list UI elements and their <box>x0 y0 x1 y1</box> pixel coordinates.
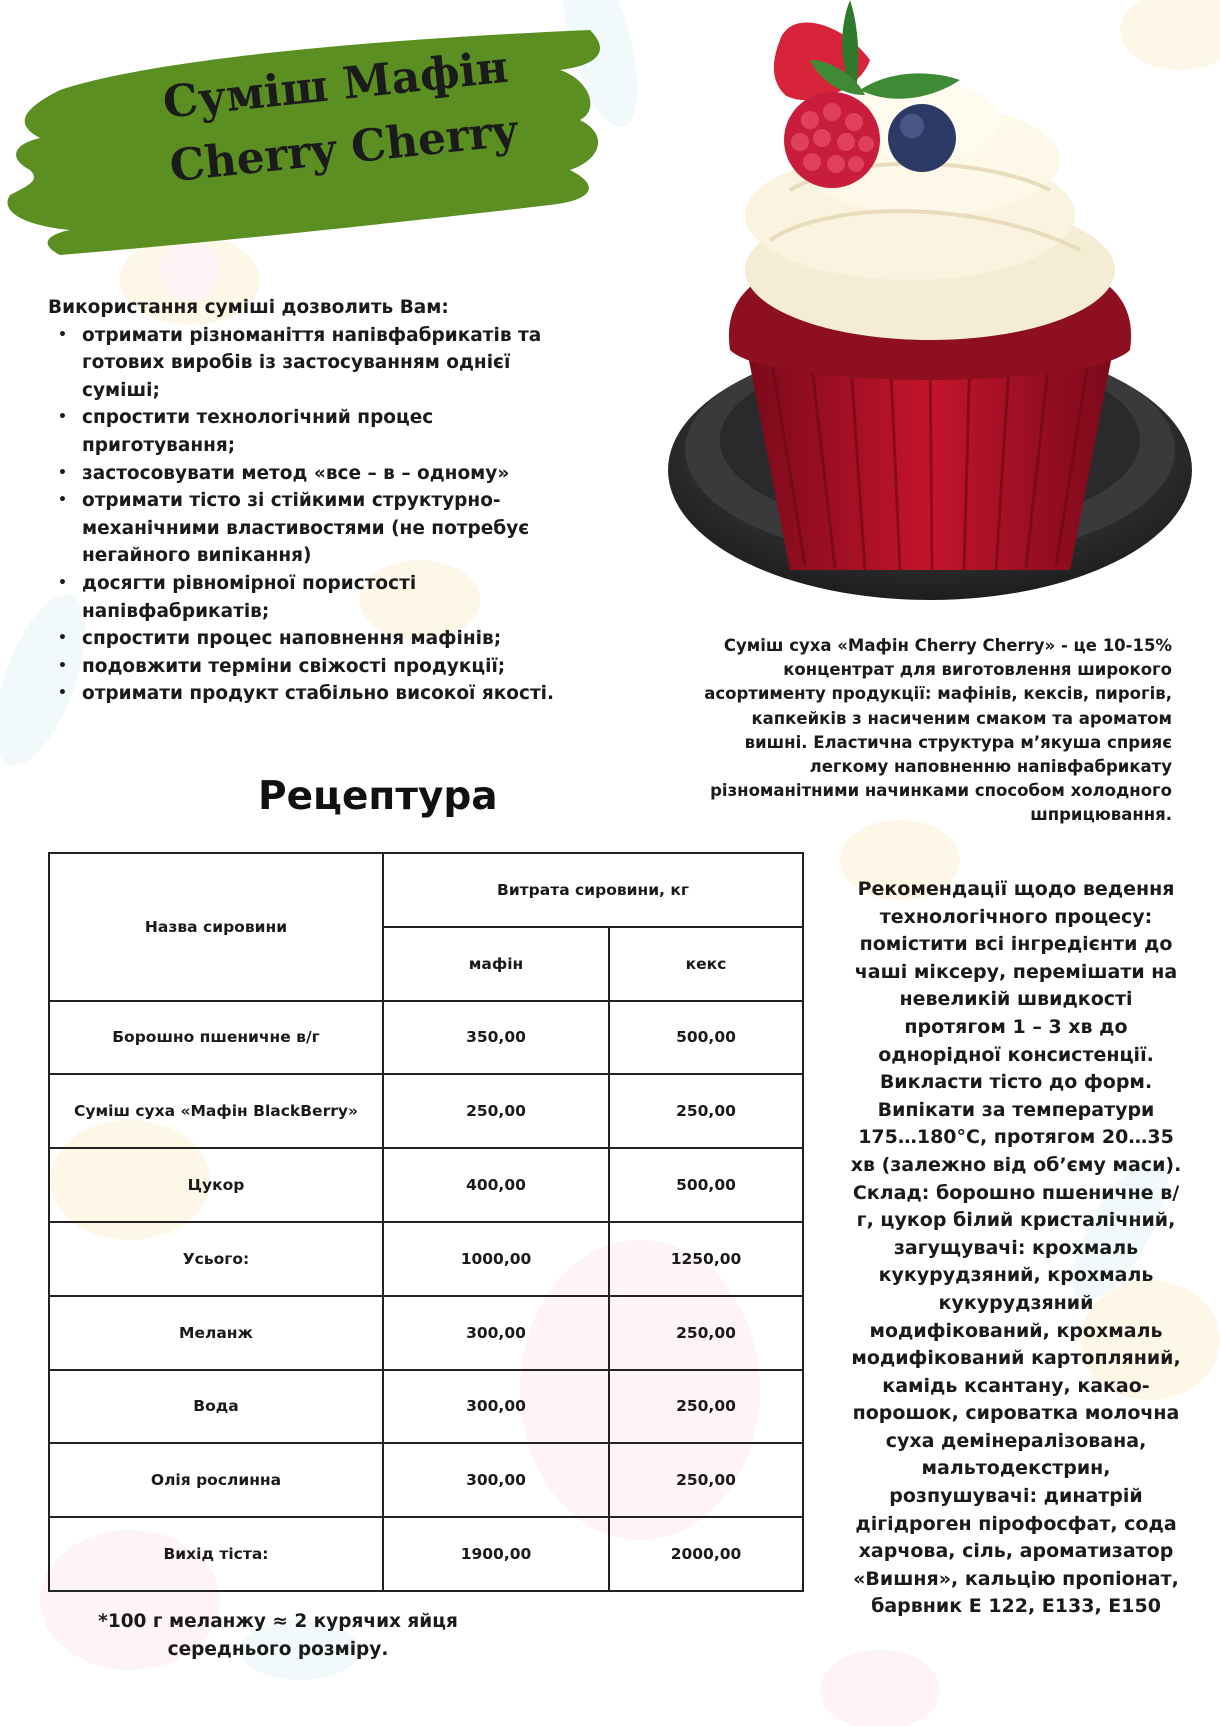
header-ingredient-name: Назва сировини <box>49 853 383 1001</box>
table-header-row <box>49 853 803 927</box>
cake-value: 2000,00 <box>609 1517 803 1591</box>
list-item: • отримати продукт стабільно високої якості. <box>82 680 568 708</box>
ingredient-name: Вода <box>49 1370 383 1444</box>
ingredient-name: Цукор <box>49 1148 383 1222</box>
cake-value: 250,00 <box>609 1443 803 1517</box>
muffin-value: 400,00 <box>383 1148 609 1222</box>
process-recommendations: Рекомендації щодо ведення технологічного процесу: помістити всі інгредієнти до чаші міксеру, перемішати на невеликій швидкості протягом 1 – 3 хв до однорідної консистенції. Викласти тісто до форм. Випікати за температури 175…180°С, протягом 20…35 хв (залежно від об’єму маси). Склад: борошно пшеничне в/г, цукор білий кристалічний, загущувачі: крохмаль кукурудзяний, крохмаль кукурудзяний модифікований, крохмаль модифікований картопляний, камідь ксантану, какао-порошок, сироватка молочна суха демінералізована, мальтодекстрин, розпушувачі: динатрій дігідроген пірофосфат, сода харчова, сіль, ароматизатор «Вишня», кальцію пропіонат, барвник Е 122, Е133, Е150 <box>850 878 1182 1618</box>
table-row <box>49 1296 803 1370</box>
list-item: • досягти рівномірної пористості напівфабрикатів; <box>82 570 568 625</box>
cake-value: 250,00 <box>609 1074 803 1148</box>
cake-value: 500,00 <box>609 1001 803 1075</box>
cupcake-image <box>660 0 1200 640</box>
header-cake: кекс <box>609 927 803 1001</box>
list-item: • спростити процес наповнення мафінів; <box>82 625 568 653</box>
list-item: • спростити технологічний процес приготування; <box>82 404 568 459</box>
muffin-value: 300,00 <box>383 1370 609 1444</box>
ingredient-name: Усього: <box>49 1222 383 1296</box>
list-item: • застосовувати метод «все – в – одному» <box>82 460 568 488</box>
table-row <box>49 1222 803 1296</box>
table-row <box>49 1370 803 1444</box>
list-item: • отримати тісто зі стійкими структурно-механічними властивостями (не потребує негайного випікання) <box>82 487 568 570</box>
product-description: Суміш суха «Мафін Cherry Cherry» - це 10-15% концентрат для виготовлення широкого асортименту продукції: мафінів, кексів, пирогів, капкейків з насиченим смаком та ароматом вишні. Еластична структура м’якуша сприяє легкому наповненню напівфабрикату різноманітними начинками способом холодного шприцювання. <box>704 636 1172 825</box>
usage-intro: Використання суміші дозволить Вам: <box>48 297 449 318</box>
table-row <box>49 1148 803 1222</box>
usage-section <box>48 294 568 708</box>
table-row <box>49 1001 803 1075</box>
recipe-table <box>48 852 804 1592</box>
table-row <box>49 1074 803 1148</box>
table-row <box>49 1517 803 1591</box>
cake-value: 250,00 <box>609 1370 803 1444</box>
usage-list <box>48 322 568 708</box>
recipe-heading: Рецептура <box>258 774 498 819</box>
cake-value: 500,00 <box>609 1148 803 1222</box>
list-item: • отримати різноманіття напівфабрикатів та готових виробів із застосуванням однієї суміші; <box>82 322 568 405</box>
header-consumption: Витрата сировини, кг <box>383 853 803 927</box>
muffin-value: 1900,00 <box>383 1517 609 1591</box>
ingredient-name: Суміш суха «Мафін BlackBerry» <box>49 1074 383 1148</box>
table-row <box>49 1443 803 1517</box>
ingredient-name: Меланж <box>49 1296 383 1370</box>
muffin-value: 1000,00 <box>383 1222 609 1296</box>
title-line-2: Cherry Cherry <box>167 105 520 193</box>
muffin-value: 350,00 <box>383 1001 609 1075</box>
list-item: • подовжити терміни свіжості продукції; <box>82 653 568 681</box>
header-muffin: мафін <box>383 927 609 1001</box>
muffin-value: 250,00 <box>383 1074 609 1148</box>
footnote: *100 г меланжу ≈ 2 курячих яйця середнього розміру. <box>98 1611 458 1660</box>
ingredient-name: Вихід тіста: <box>49 1517 383 1591</box>
title-line-1: Суміш Мафін <box>160 41 511 129</box>
ingredient-name: Борошно пшеничне в/г <box>49 1001 383 1075</box>
cake-value: 250,00 <box>609 1296 803 1370</box>
cake-value: 1250,00 <box>609 1222 803 1296</box>
muffin-value: 300,00 <box>383 1443 609 1517</box>
muffin-value: 300,00 <box>383 1296 609 1370</box>
ingredient-name: Олія рослинна <box>49 1443 383 1517</box>
